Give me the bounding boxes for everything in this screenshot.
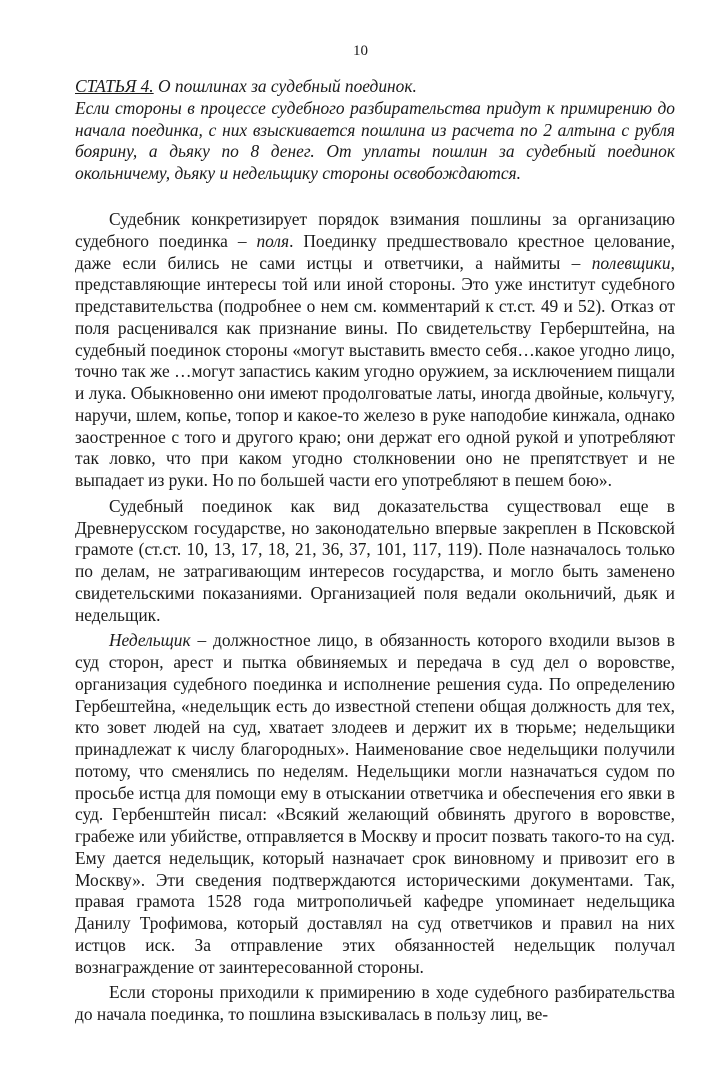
article-title: О пошлинах за судебный поединок. <box>153 76 417 96</box>
term-polevshchiki: полевщики <box>591 252 671 273</box>
commentary-body <box>75 209 675 1026</box>
article-text: Если стороны в процессе судебного разбирательства придут к примирению до начала поединка, с них взыскивается пошлина из расчета по 2 алтына с рубля боярину, а дьяку по 8 денег. От уплаты пошлин за судебный поединок окольничему, дьяку и недельщику стороны освобождаются. <box>75 97 675 184</box>
article-heading <box>75 76 675 98</box>
paragraph-1-part-e: , представляющие интересы той или иной стороны. Это уже институт судебного представительства (подробнее о нем см. комментарий к ст.ст. 49 и 52). Отказ от поля расценивался как признание вины. По свидетельству Герберштейна, на судебный поединок стороны «могут выставить вместо себя…какое угодно лицо, точно так же …могут запастись каким угодно оружием, за исключением пищали и лука. Обыкновенно они имеют продолговатые латы, иногда двойные, кольчугу, наручи, шлем, копье, топор и какое-то железо в руке наподобие кинжала, однако заостренное с того и другого краю; они держат его одной рукой и употребляют так ловко, что при каком угодно столкновении оно не препятствует и не выпадает из руки. Но по большей части его употребляют в пешем бою». <box>75 252 675 490</box>
paragraph-1-part-c: . Поединку предшествовало крестное целование, даже если бились не сами истцы и ответчики, а наймиты – <box>75 230 675 273</box>
paragraph-1 <box>75 209 675 492</box>
page-number: 10 <box>353 43 368 59</box>
article-number: СТАТЬЯ 4. <box>75 76 154 96</box>
paragraph-2: Судебный поединок как вид доказательства существовал еще в Древнерусском государстве, но законодательно впервые закреплен в Псковской грамоте (ст.ст. 10, 13, 17, 18, 21, 36, 37, 101, 117, 119). Поле назначалось только по делам, не затрагивающим интересов государства, и могло быть заменено свидетельскими показаниями. Организацией поля ведали окольничий, дьяк и недельщик. <box>75 495 675 625</box>
article-block <box>75 76 675 185</box>
term-pole: поля <box>256 230 290 251</box>
paragraph-3-part-b: – должностное лицо, в обязанность которого входили вызов в суд сторон, арест и пытка обвиняемых и передача в суд дел о воровстве, организация судебного поединка и исполнение решения суда. По определению Гербештейна, «недельщик есть до известной степени общая должность для тех, кто зовет людей на суд, хватает злодеев и держит их в тюрьме; недельщики принадлежат к числу благородных». Наименование свое недельщики получили потому, что сменялись по неделям. Недельщики могли назначаться судом по просьбе истца для помощи ему в отыскании ответчика и обеспечения его явки в суд. Гербенштейн писал: «Всякий желающий обвинять другого в воровстве, грабеже или убийстве, отправляется в Москву и просит позвать такого-то на суд. Ему дается недельщик, который назначает срок виновному и привозит его в Москву». Эти сведения подтверждаются историческими документами. Так, правая грамота 1528 года митрополичьей кафедре упоминает недельщика Данилу Трофимова, который доставлял на суд ответчиков и правил на них истцов иск. За отправление этих обязанностей недельщик получал вознаграждение от заинтересованной стороны. <box>75 630 675 977</box>
paragraph-3 <box>75 630 675 978</box>
term-nedelshchik: Недельщик <box>109 630 191 651</box>
paragraph-1-part-a: Судебник конкретизирует порядок взимания пошлины за организацию судебного поединка – <box>75 209 675 251</box>
paragraph-4: Если стороны приходили к примирению в ходе судебного разбирательства до начала поединка, то пошлина взыскивалась в пользу лиц, ве- <box>75 982 675 1024</box>
